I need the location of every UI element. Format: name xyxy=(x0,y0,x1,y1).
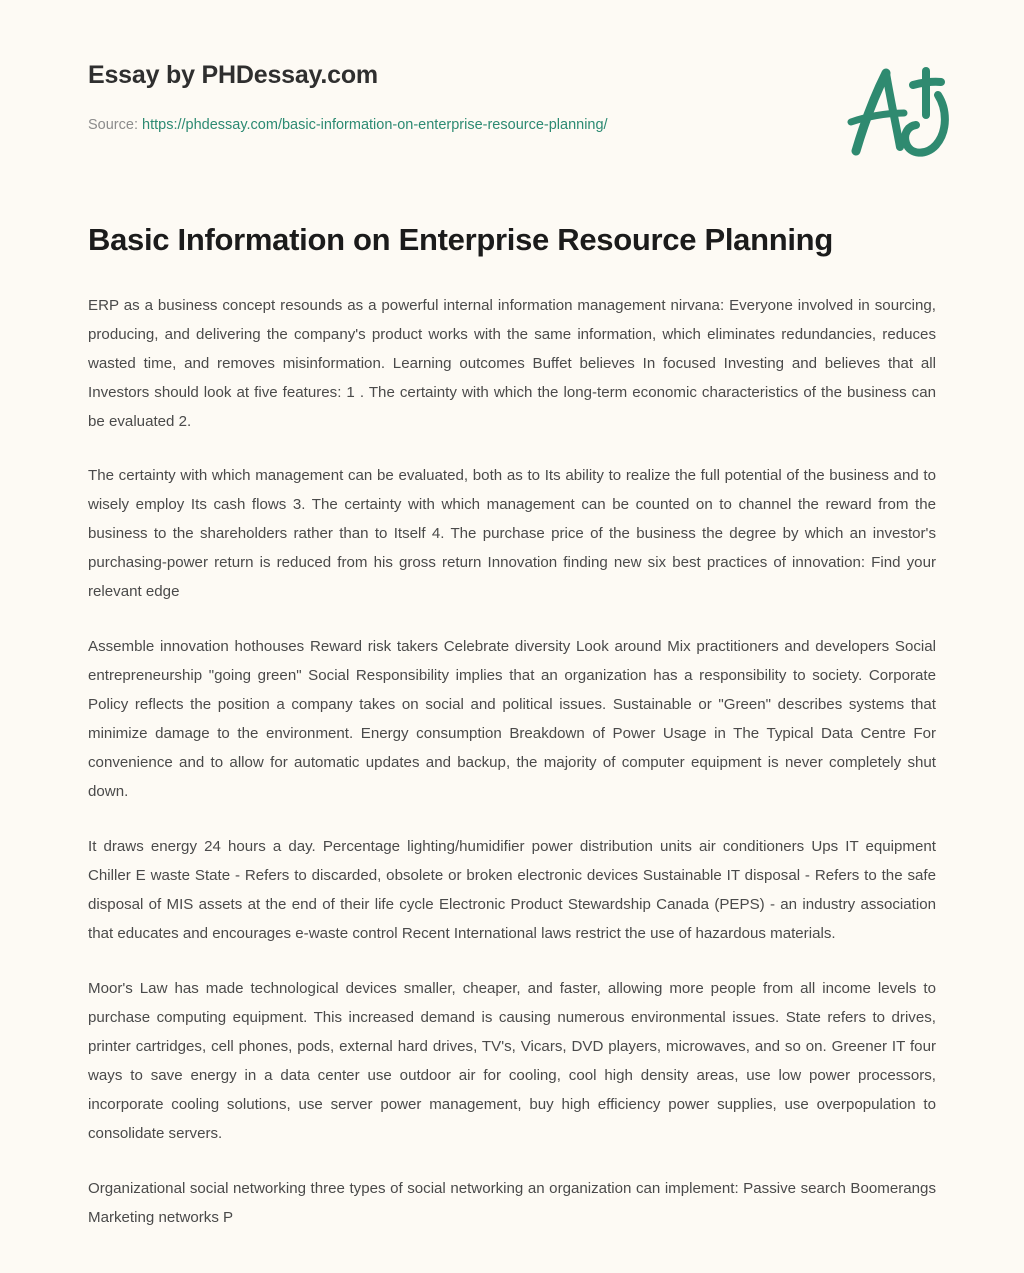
article-paragraph: It draws energy 24 hours a day. Percentage lighting/humidifier power distribution units air conditioners Ups IT equipment Chiller E waste State - Refers to discarded, obsolete or broken electronic devices Sustainable IT disposal - Refers to the safe disposal of MIS assets at the end of their life cycle Electronic Product Stewardship Canada (PEPS) - an industry association that educates and encourages e-waste control Recent International laws restrict the use of hazardous materials. xyxy=(88,838,936,943)
article-paragraph: Assemble innovation hothouses Reward risk takers Celebrate diversity Look around Mix practitioners and developers Social entrepreneurship "going green" Social Responsibility implies that an organization has a responsibility to society. Corporate Policy reflects the position a company takes on social and political issues. Sustainable or "Green" describes systems that minimize damage to the environment. Energy consumption Breakdown of Power Usage in The Typical Data Centre For convenience and to allow for automatic updates and backup, the majority of computer equipment is never completely shut down. xyxy=(88,638,936,801)
source-url-link[interactable]: https://phdessay.com/basic-information-on-enterprise-resource-planning/ xyxy=(142,116,608,133)
page-header xyxy=(0,0,1024,134)
article-paragraph: Moor's Law has made technological devices smaller, cheaper, and faster, allowing more people from all income levels to purchase computing equipment. This increased demand is causing numerous environmental issues. State refers to drives, printer cartridges, cell phones, pods, external hard drives, TV's, Vicars, DVD players, microwaves, and so on. Greener IT four ways to save energy in a data center use outdoor air for cooling, cool high density areas, use low power processors, incorporate cooling solutions, use server power management, buy high efficiency power supplies, use overpopulation to consolidate servers. xyxy=(88,980,936,1142)
article-paragraph: The certainty with which management can be evaluated, both as to Its ability to realize the full potential of the business and to wisely employ Its cash flows 3. The certainty with which management can be counted on to channel the reward from the business to the shareholders rather than to Itself 4. The purchase price of the business the degree by which an investor's purchasing-power return is reduced from his gross return Innovation finding new six best practices of innovation: Find your relevant edge xyxy=(88,467,936,601)
aplus-logo-icon xyxy=(834,55,964,170)
article-paragraph: Organizational social networking three types of social networking an organization can implement: Passive search Boomerangs Marketing networks P xyxy=(88,1179,936,1226)
article-body xyxy=(0,260,1024,1273)
source-label: Source: xyxy=(88,116,138,133)
brand-title: Essay by PHDessay.com xyxy=(88,61,378,89)
source-line xyxy=(88,117,936,134)
page-title: Basic Information on Enterprise Resource Planning xyxy=(88,221,833,257)
article-paragraph: ERP as a business concept resounds as a powerful internal information management nirvana: Everyone involved in sourcing, producing, and delivering the company's product works with the same information, which eliminates redundancies, reduces wasted time, and removes misinformation. Learning outcomes Buffet believes In focused Investing and believes that all Investors should look at five features: 1 . The certainty with which the long-term economic characteristics of the business can be evaluated 2. xyxy=(88,296,936,430)
